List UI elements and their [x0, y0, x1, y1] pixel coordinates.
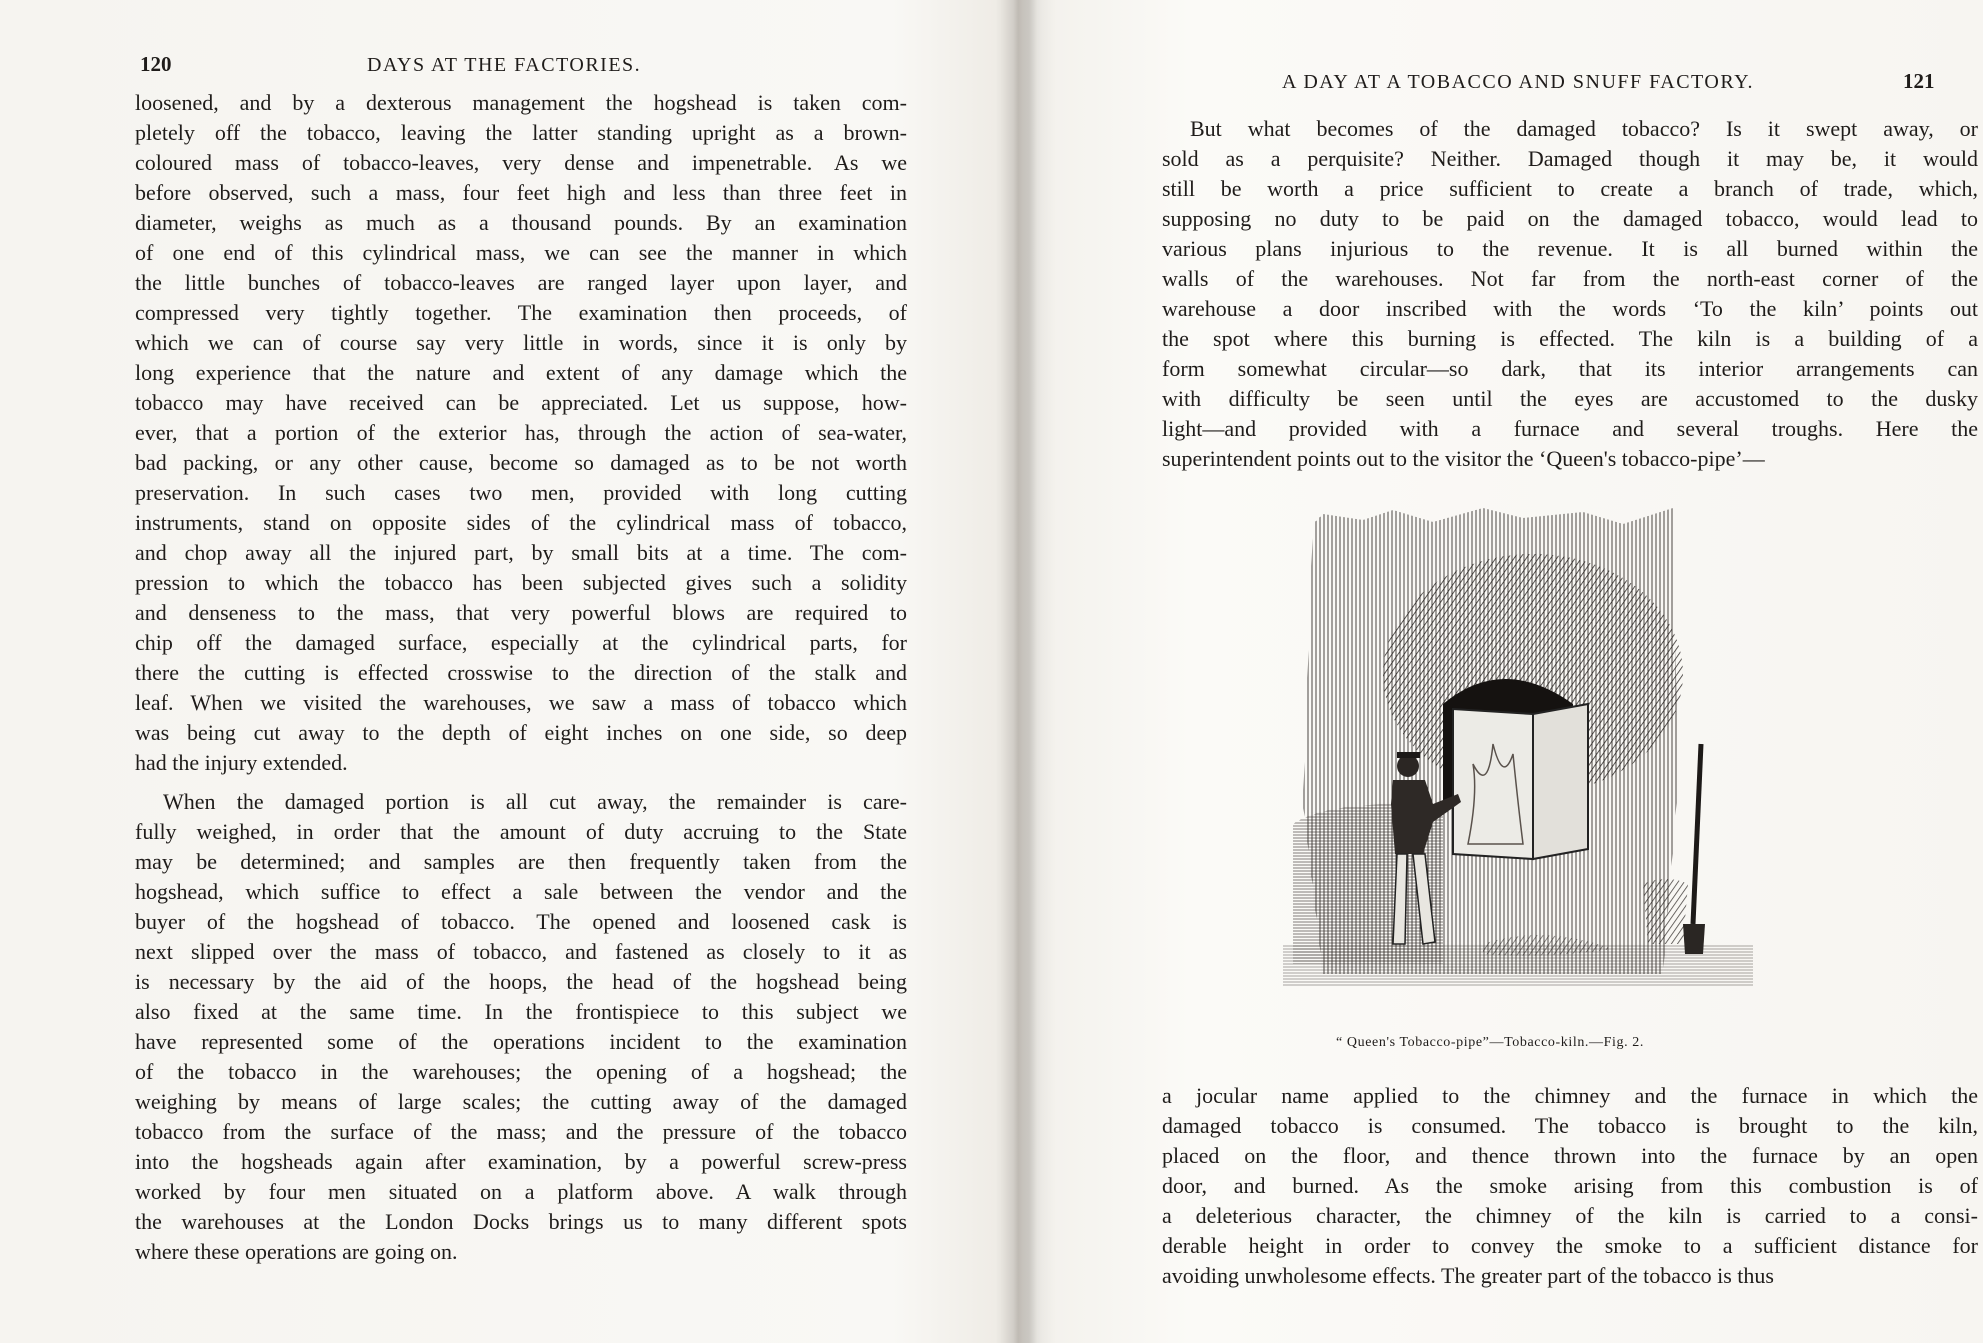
- text-line: have represented some of the operations incident to the examination: [135, 1029, 907, 1054]
- text-line: was being cut away to the depth of eight inches on one side, so deep: [135, 720, 907, 745]
- text-line: and denseness to the mass, that very powerful blows are required to: [135, 600, 907, 625]
- text-line: before observed, such a mass, four feet high and less than three feet in: [135, 180, 907, 205]
- text-line: tobacco from the surface of the mass; and the pressure of the tobacco: [135, 1119, 907, 1144]
- text-line: fully weighed, in order that the amount of duty accruing to the State: [135, 819, 907, 844]
- text-line: supposing no duty to be paid on the damaged tobacco, would lead to: [1162, 206, 1978, 231]
- text-line: of the tobacco in the warehouses; the opening of a hogshead; the: [135, 1059, 907, 1084]
- text-line: worked by four men situated on a platform above. A walk through: [135, 1179, 907, 1204]
- text-line: where these operations are going on.: [135, 1239, 458, 1264]
- text-line: tobacco may have received can be appreciated. Let us suppose, how-: [135, 390, 907, 415]
- text-line: ever, that a portion of the exterior has, through the action of sea-water,: [135, 420, 907, 445]
- text-line: leaf. When we visited the warehouses, we saw a mass of tobacco which: [135, 690, 907, 715]
- text-line: buyer of the hogshead of tobacco. The opened and loosened cask is: [135, 909, 907, 934]
- text-line: damaged tobacco is consumed. The tobacco is brought to the kiln,: [1162, 1113, 1978, 1138]
- right-page: [1050, 0, 1983, 1343]
- text-line: preservation. In such cases two men, provided with long cutting: [135, 480, 907, 505]
- tobacco-kiln-illustration: [1283, 504, 1753, 986]
- text-line: which we can of course say very little in words, since it is only by: [135, 330, 907, 355]
- text-line: is necessary by the aid of the hoops, the head of the hogshead being: [135, 969, 907, 994]
- figure-caption: “ Queen's Tobacco-pipe”—Tobacco-kiln.—Fig. 2.: [1336, 1035, 1644, 1050]
- right-paragraph-2: [1162, 1081, 1978, 1291]
- text-line: But what becomes of the damaged tobacco? Is it swept away, or: [1190, 116, 1978, 141]
- text-line: a deleterious character, the chimney of the kiln is carried to a consi-: [1162, 1203, 1978, 1228]
- text-line: sold as a perquisite? Neither. Damaged though it may be, it would: [1162, 146, 1978, 171]
- text-line: various plans injurious to the revenue. It is all burned within the: [1162, 236, 1978, 261]
- text-line: walls of the warehouses. Not far from the north-east corner of the: [1162, 266, 1978, 291]
- text-line: form somewhat circular—so dark, that its interior arrangements can: [1162, 356, 1978, 381]
- text-line: with difficulty be seen until the eyes are accustomed to the dusky: [1162, 386, 1978, 411]
- text-line: the little bunches of tobacco-leaves are ranged layer upon layer, and: [135, 270, 907, 295]
- text-line: had the injury extended.: [135, 750, 348, 775]
- left-paragraph-2: [135, 787, 907, 1267]
- left-running-head: DAYS AT THE FACTORIES.: [367, 54, 642, 76]
- text-line: there the cutting is effected crosswise to the direction of the stalk and: [135, 660, 907, 685]
- text-line: When the damaged portion is all cut away, the remainder is care-: [163, 789, 907, 814]
- right-paragraph-1: [1162, 114, 1978, 474]
- left-paragraph-1: [135, 88, 907, 778]
- text-line: the spot where this burning is effected. The kiln is a building of a: [1162, 326, 1978, 351]
- text-line: instruments, stand on opposite sides of the cylindrical mass of tobacco,: [135, 510, 907, 535]
- text-line: compressed very tightly together. The examination then proceeds, of: [135, 300, 907, 325]
- text-line: superintendent points out to the visitor the ‘Queen's tobacco-pipe’—: [1162, 446, 1765, 471]
- text-line: diameter, weighs as much as a thousand pounds. By an examination: [135, 210, 907, 235]
- text-line: may be determined; and samples are then frequently taken from the: [135, 849, 907, 874]
- text-line: placed on the floor, and thence thrown into the furnace by an open: [1162, 1143, 1978, 1168]
- text-line: avoiding unwholesome effects. The greater part of the tobacco is thus: [1162, 1263, 1774, 1288]
- text-line: pression to which the tobacco has been subjected gives such a solidity: [135, 570, 907, 595]
- text-line: weighing by means of large scales; the cutting away of the damaged: [135, 1089, 907, 1114]
- text-line: into the hogsheads again after examination, by a powerful screw-press: [135, 1149, 907, 1174]
- text-line: pletely off the tobacco, leaving the latter standing upright as a brown-: [135, 120, 907, 145]
- text-line: bad packing, or any other cause, become so damaged as to be not worth: [135, 450, 907, 475]
- text-line: next slipped over the mass of tobacco, and fastened as closely to it as: [135, 939, 907, 964]
- right-page-number: 121: [1903, 69, 1935, 93]
- text-line: also fixed at the same time. In the frontispiece to this subject we: [135, 999, 907, 1024]
- text-line: the warehouses at the London Docks brings us to many different spots: [135, 1209, 907, 1234]
- text-line: and chop away all the injured part, by small bits at a time. The com-: [135, 540, 907, 565]
- text-line: chip off the damaged surface, especially at the cylindrical parts, for: [135, 630, 907, 655]
- text-line: hogshead, which suffice to effect a sale between the vendor and the: [135, 879, 907, 904]
- left-page-number: 120: [140, 52, 172, 76]
- text-line: door, and burned. As the smoke arising from this combustion is of: [1162, 1173, 1978, 1198]
- text-line: coloured mass of tobacco-leaves, very dense and impenetrable. As we: [135, 150, 907, 175]
- text-line: long experience that the nature and extent of any damage which the: [135, 360, 907, 385]
- text-line: of one end of this cylindrical mass, we can see the manner in which: [135, 240, 907, 265]
- text-line: derable height in order to convey the smoke to a sufficient distance for: [1162, 1233, 1978, 1258]
- text-line: warehouse a door inscribed with the words ‘To the kiln’ points out: [1162, 296, 1978, 321]
- text-line: a jocular name applied to the chimney and the furnace in which the: [1162, 1083, 1978, 1108]
- right-running-head: A DAY AT A TOBACCO AND SNUFF FACTORY.: [1282, 71, 1754, 93]
- text-line: light—and provided with a furnace and several troughs. Here the: [1162, 416, 1978, 441]
- text-line: still be worth a price sufficient to create a branch of trade, which,: [1162, 176, 1978, 201]
- text-line: loosened, and by a dexterous management the hogshead is taken com-: [135, 90, 907, 115]
